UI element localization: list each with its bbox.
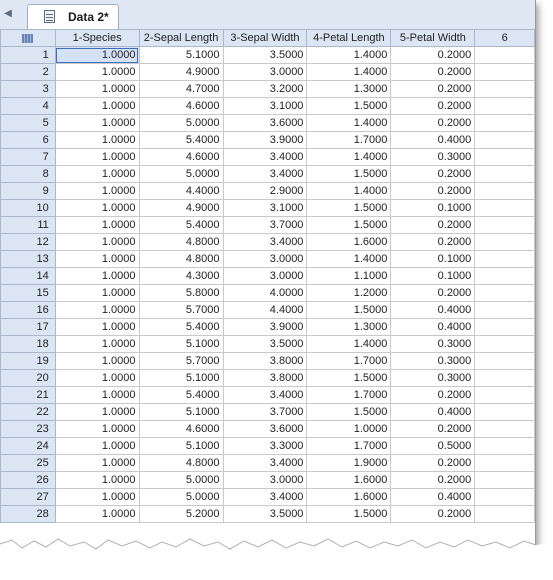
data-cell[interactable]: 0.2000 [391,47,475,64]
data-cell[interactable]: 1.5000 [307,200,391,217]
row-header[interactable]: 19 [1,353,56,370]
data-cell[interactable] [475,132,535,149]
data-cell[interactable]: 1.0000 [55,98,139,115]
row-header[interactable]: 5 [1,115,56,132]
row-header[interactable]: 16 [1,302,56,319]
data-cell[interactable]: 3.5000 [223,506,307,523]
data-cell[interactable]: 1.5000 [307,404,391,421]
data-cell[interactable]: 0.2000 [391,115,475,132]
data-cell[interactable]: 1.0000 [55,149,139,166]
table-row [1,489,535,506]
data-cell[interactable] [475,285,535,302]
sheet-table [0,29,535,523]
table-row [1,438,535,455]
data-cell[interactable]: 0.2000 [391,166,475,183]
data-cell[interactable]: 0.2000 [391,285,475,302]
row-header[interactable]: 24 [1,438,56,455]
data-cell[interactable]: 1.0000 [55,234,139,251]
data-cell[interactable]: 1.0000 [55,285,139,302]
data-cell[interactable]: 5.7000 [139,353,223,370]
data-cell[interactable]: 3.6000 [223,115,307,132]
data-cell[interactable] [475,319,535,336]
data-cell[interactable] [475,98,535,115]
row-header[interactable]: 18 [1,336,56,353]
data-cell[interactable]: 0.1000 [391,268,475,285]
row-header[interactable]: 3 [1,81,56,98]
table-row [1,506,535,523]
row-header[interactable]: 20 [1,370,56,387]
data-cell[interactable]: 2.9000 [223,183,307,200]
data-cell[interactable]: 1.0000 [55,166,139,183]
row-header[interactable]: 25 [1,455,56,472]
data-cell[interactable]: 4.6000 [139,421,223,438]
data-cell[interactable]: 1.6000 [307,472,391,489]
data-cell[interactable]: 4.6000 [139,98,223,115]
table-row [1,319,535,336]
data-cell[interactable]: 1.7000 [307,353,391,370]
data-cell[interactable]: 1.0000 [55,438,139,455]
data-cell[interactable]: 5.8000 [139,285,223,302]
data-cell[interactable]: 5.2000 [139,506,223,523]
data-cell[interactable]: 1.0000 [55,506,139,523]
data-cell[interactable] [475,455,535,472]
data-cell[interactable]: 1.5000 [307,506,391,523]
data-cell[interactable]: 1.0000 [307,421,391,438]
data-cell[interactable]: 3.7000 [223,217,307,234]
table-row [1,183,535,200]
data-cell[interactable]: 4.8000 [139,455,223,472]
data-cell[interactable]: 3.4000 [223,387,307,404]
data-cell[interactable]: 1.7000 [307,438,391,455]
column-header[interactable]: 2-Sepal Length [139,30,223,47]
data-cell[interactable]: 4.9000 [139,200,223,217]
table-row [1,387,535,404]
data-cell[interactable]: 1.7000 [307,132,391,149]
data-cell[interactable]: 5.7000 [139,302,223,319]
row-header[interactable]: 27 [1,489,56,506]
data-cell[interactable]: 4.9000 [139,64,223,81]
data-cell[interactable] [475,217,535,234]
row-header[interactable]: 26 [1,472,56,489]
data-cell[interactable] [475,387,535,404]
data-cell[interactable]: 0.4000 [391,489,475,506]
row-header[interactable]: 10 [1,200,56,217]
data-cell[interactable]: 1.0000 [55,489,139,506]
data-cell[interactable] [475,64,535,81]
data-cell[interactable]: 5.1000 [139,336,223,353]
data-cell[interactable]: 0.1000 [391,200,475,217]
data-cell[interactable]: 0.3000 [391,336,475,353]
table-row [1,98,535,115]
data-cell[interactable]: 4.8000 [139,251,223,268]
data-cell[interactable]: 0.2000 [391,472,475,489]
data-cell[interactable]: 1.4000 [307,149,391,166]
select-all-icon[interactable] [1,30,56,47]
data-cell[interactable] [475,200,535,217]
data-cell[interactable]: 1.5000 [307,302,391,319]
row-header[interactable]: 21 [1,387,56,404]
data-cell[interactable]: 0.5000 [391,438,475,455]
tab-label: Data 2* [68,10,109,24]
row-header[interactable]: 6 [1,132,56,149]
data-cell[interactable] [475,353,535,370]
data-cell[interactable]: 1.4000 [307,47,391,64]
row-header[interactable]: 14 [1,268,56,285]
data-cell[interactable]: 1.5000 [307,98,391,115]
data-cell[interactable]: 5.0000 [139,115,223,132]
data-cell[interactable]: 0.2000 [391,64,475,81]
data-cell[interactable]: 3.0000 [223,268,307,285]
data-cell[interactable]: 0.2000 [391,455,475,472]
data-cell[interactable]: 0.2000 [391,81,475,98]
data-cell[interactable] [475,234,535,251]
data-cell[interactable] [475,166,535,183]
row-header[interactable]: 12 [1,234,56,251]
data-cell[interactable]: 5.4000 [139,217,223,234]
data-cell[interactable]: 3.0000 [223,251,307,268]
data-cell[interactable] [475,81,535,98]
data-cell[interactable]: 0.3000 [391,149,475,166]
tab-data-2[interactable] [27,4,119,29]
data-cell[interactable]: 3.9000 [223,319,307,336]
data-cell[interactable] [475,149,535,166]
table-row [1,404,535,421]
table-row [1,81,535,98]
data-cell[interactable]: 1.5000 [307,370,391,387]
data-cell[interactable] [475,183,535,200]
table-row [1,336,535,353]
data-cell[interactable]: 3.4000 [223,489,307,506]
data-cell[interactable]: 1.0000 [55,302,139,319]
data-cell[interactable]: 0.2000 [391,98,475,115]
data-cell[interactable]: 3.4000 [223,234,307,251]
data-cell[interactable]: 0.3000 [391,353,475,370]
data-cell[interactable]: 1.0000 [55,353,139,370]
data-cell[interactable]: 3.7000 [223,404,307,421]
data-cell[interactable]: 1.0000 [55,421,139,438]
data-cell[interactable] [475,489,535,506]
data-cell[interactable] [475,302,535,319]
data-cell[interactable]: 3.5000 [223,47,307,64]
data-cell[interactable]: 3.4000 [223,166,307,183]
data-cell[interactable]: 1.0000 [55,64,139,81]
column-header-row [1,30,535,47]
table-row [1,268,535,285]
data-cell[interactable]: 0.3000 [391,370,475,387]
row-header[interactable]: 4 [1,98,56,115]
data-cell[interactable]: 5.4000 [139,319,223,336]
data-cell[interactable]: 1.0000 [55,183,139,200]
tab-bar [0,0,535,30]
tab-scroll-left-icon[interactable]: ◀ [4,8,12,19]
data-cell[interactable]: 1.0000 [55,200,139,217]
table-row [1,47,535,64]
data-cell[interactable]: 0.4000 [391,319,475,336]
data-cell[interactable]: 1.0000 [55,132,139,149]
data-cell[interactable]: 4.0000 [223,285,307,302]
data-cell[interactable]: 1.3000 [307,81,391,98]
row-header[interactable]: 22 [1,404,56,421]
data-cell[interactable]: 1.0000 [55,370,139,387]
data-cell[interactable]: 5.0000 [139,472,223,489]
data-cell[interactable] [475,336,535,353]
data-cell[interactable]: 0.2000 [391,183,475,200]
data-cell[interactable]: 3.8000 [223,353,307,370]
data-cell[interactable]: 1.0000 [55,217,139,234]
data-cell[interactable]: 3.5000 [223,336,307,353]
data-cell[interactable]: 1.4000 [307,336,391,353]
column-header[interactable]: 5-Petal Width [391,30,475,47]
data-cell[interactable]: 1.5000 [307,166,391,183]
row-header[interactable]: 15 [1,285,56,302]
data-cell[interactable]: 1.3000 [307,319,391,336]
row-header[interactable]: 11 [1,217,56,234]
table-row [1,455,535,472]
data-cell[interactable]: 4.4000 [223,302,307,319]
data-cell[interactable] [475,47,535,64]
column-header[interactable]: 4-Petal Length [307,30,391,47]
data-cell[interactable]: 3.3000 [223,438,307,455]
data-cell[interactable]: 5.1000 [139,438,223,455]
data-cell[interactable]: 1.0000 [55,472,139,489]
data-cell[interactable]: 5.1000 [139,404,223,421]
data-cell[interactable]: 4.3000 [139,268,223,285]
data-cell[interactable]: 3.1000 [223,98,307,115]
data-cell[interactable]: 1.0000 [55,115,139,132]
data-cell[interactable]: 1.6000 [307,234,391,251]
row-header[interactable]: 7 [1,149,56,166]
data-cell[interactable]: 3.9000 [223,132,307,149]
data-cell[interactable]: 1.6000 [307,489,391,506]
data-cell[interactable]: 3.8000 [223,370,307,387]
table-row [1,472,535,489]
row-header[interactable]: 2 [1,64,56,81]
table-row [1,285,535,302]
data-cell[interactable]: 1.0000 [55,251,139,268]
data-cell[interactable]: 1.0000 [55,455,139,472]
worksheet-icon [44,10,55,23]
row-header[interactable]: 28 [1,506,56,523]
table-row [1,115,535,132]
data-cell[interactable]: 1.0000 [55,81,139,98]
data-cell[interactable]: 1.0000 [55,387,139,404]
data-cell[interactable]: 5.1000 [139,47,223,64]
data-cell[interactable]: 1.4000 [307,251,391,268]
data-cell[interactable]: 1.0000 [55,319,139,336]
data-cell[interactable]: 1.4000 [307,64,391,81]
row-header[interactable]: 1 [1,47,56,64]
data-cell[interactable] [475,251,535,268]
data-cell[interactable]: 3.0000 [223,472,307,489]
data-cell[interactable] [475,115,535,132]
data-cell[interactable]: 5.1000 [139,370,223,387]
data-cell[interactable]: 0.2000 [391,217,475,234]
row-header[interactable]: 8 [1,166,56,183]
data-cell[interactable]: 1.5000 [307,217,391,234]
data-cell[interactable]: 3.1000 [223,200,307,217]
data-cell[interactable]: 3.0000 [223,64,307,81]
row-header[interactable]: 17 [1,319,56,336]
column-header[interactable]: 3-Sepal Width [223,30,307,47]
data-cell[interactable]: 0.2000 [391,234,475,251]
data-cell[interactable] [475,268,535,285]
data-cell[interactable]: 5.4000 [139,387,223,404]
row-header[interactable]: 9 [1,183,56,200]
data-cell[interactable]: 0.1000 [391,251,475,268]
data-cell[interactable]: 4.8000 [139,234,223,251]
table-row [1,234,535,251]
data-cell[interactable] [475,438,535,455]
selected-cell[interactable]: 1.0000 [55,47,139,64]
table-row [1,149,535,166]
data-cell[interactable]: 1.0000 [55,268,139,285]
data-cell[interactable]: 1.2000 [307,285,391,302]
table-row [1,251,535,268]
row-header[interactable]: 13 [1,251,56,268]
data-cell[interactable]: 0.2000 [391,421,475,438]
data-cell[interactable]: 0.4000 [391,132,475,149]
data-cell[interactable]: 1.9000 [307,455,391,472]
data-cell[interactable]: 3.4000 [223,149,307,166]
torn-edge [0,536,553,580]
table-row [1,132,535,149]
table-row [1,64,535,81]
data-cell[interactable] [475,472,535,489]
data-cell[interactable] [475,506,535,523]
data-cell[interactable] [475,421,535,438]
data-cell[interactable]: 0.2000 [391,387,475,404]
data-cell[interactable]: 5.0000 [139,166,223,183]
data-cell[interactable]: 5.0000 [139,489,223,506]
data-cell[interactable]: 5.4000 [139,132,223,149]
table-row [1,166,535,183]
data-cell[interactable]: 3.2000 [223,81,307,98]
column-header[interactable]: 1-Species [55,30,139,47]
data-cell[interactable]: 1.0000 [55,336,139,353]
data-cell[interactable]: 1.7000 [307,387,391,404]
data-cell[interactable]: 4.4000 [139,183,223,200]
table-row [1,217,535,234]
data-cell[interactable] [475,404,535,421]
data-cell[interactable]: 0.4000 [391,302,475,319]
data-cell[interactable]: 0.4000 [391,404,475,421]
table-row [1,421,535,438]
data-cell[interactable]: 3.6000 [223,421,307,438]
table-row [1,302,535,319]
data-cell[interactable] [475,370,535,387]
row-header[interactable]: 23 [1,421,56,438]
data-cell[interactable]: 4.6000 [139,149,223,166]
table-row [1,200,535,217]
data-cell[interactable]: 3.4000 [223,455,307,472]
data-cell[interactable]: 1.1000 [307,268,391,285]
data-cell[interactable]: 1.4000 [307,115,391,132]
table-row [1,353,535,370]
data-grid [0,29,535,523]
table-row [1,370,535,387]
column-header[interactable]: 6 [475,30,535,47]
data-cell[interactable]: 1.0000 [55,404,139,421]
data-cell[interactable]: 0.2000 [391,506,475,523]
data-cell[interactable]: 1.4000 [307,183,391,200]
data-cell[interactable]: 4.7000 [139,81,223,98]
